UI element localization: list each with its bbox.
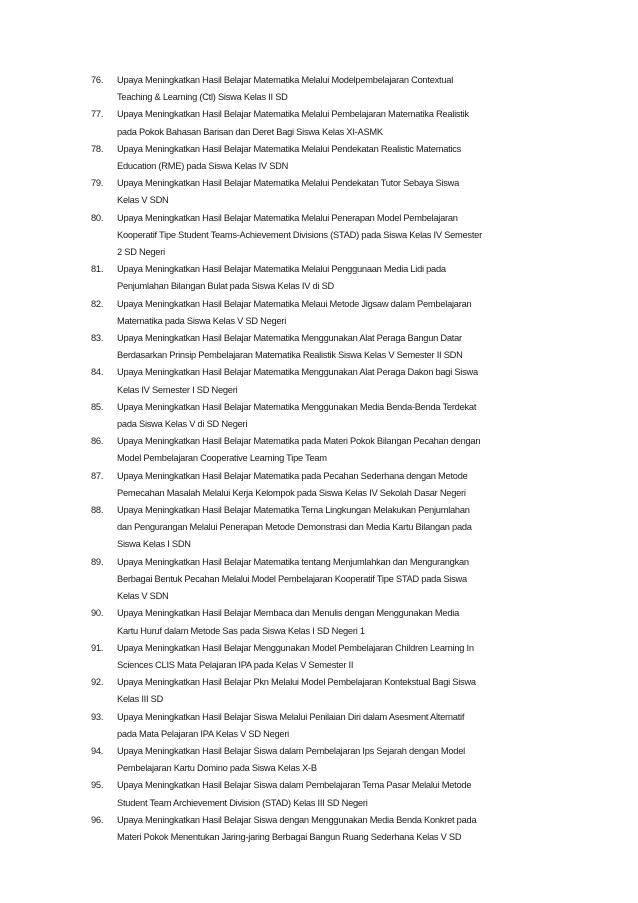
item-title-line: Upaya Meningkatkan Hasil Belajar Matematika Melalui Penggunaan Media Lidi pada	[117, 264, 446, 275]
item-title-line: Berbagai Bentuk Pecahan Melalui Model Pembelajaran Kooperatif Tipe STAD pada Siswa	[117, 573, 467, 584]
list-item	[91, 72, 563, 106]
item-title	[117, 674, 563, 708]
list-item	[91, 674, 563, 708]
item-title-line: Kelas IV Semester I SD Negeri	[117, 384, 238, 395]
list-item	[91, 743, 563, 777]
item-number: 96.	[91, 814, 104, 825]
list-item	[91, 640, 563, 674]
list-item	[91, 777, 563, 811]
list-item	[91, 364, 563, 398]
item-title-line: Upaya Meningkatkan Hasil Belajar Matematika Tema Lingkungan Melakukan Penjumlahan	[117, 505, 470, 516]
item-title-line: Kelas V SDN	[117, 591, 169, 602]
item-number: 83.	[91, 333, 104, 344]
item-title-line: Upaya Meningkatkan Hasil Belajar Membaca dan Menulis dengan Menggunakan Media	[117, 608, 459, 619]
item-title	[117, 433, 563, 467]
item-title-line: Teaching & Learning (Ctl) Siswa Kelas II SD	[117, 92, 288, 103]
item-title-line: Kelas V SDN	[117, 195, 169, 206]
item-title-line: Upaya Meningkatkan Hasil Belajar Matematika Melaui Metode Jigsaw dalam Pembelajaran	[117, 298, 472, 309]
item-title	[117, 141, 563, 175]
item-number: 85.	[91, 401, 104, 412]
item-number: 93.	[91, 711, 104, 722]
item-title-line: Upaya Meningkatkan Hasil Belajar Matematika Menggunakan Alat Peraga Bangun Datar	[117, 333, 462, 344]
item-title	[117, 210, 563, 262]
item-title-line: pada Pokok Bahasan Barisan dan Deret Bagi Siswa Kelas XI-ASMK	[117, 126, 383, 137]
item-title-line: Upaya Meningkatkan Hasil Belajar Siswa dengan Menggunakan Media Benda Konkret pada	[117, 814, 477, 825]
item-title	[117, 296, 563, 330]
item-title-line: Upaya Meningkatkan Hasil Belajar Matematika Menggunakan Alat Peraga Dakon bagi Siswa	[117, 367, 478, 378]
item-title-line: Model Pembelajaran Cooperative Learning Tipe Team	[117, 453, 327, 464]
item-number: 79.	[91, 178, 104, 189]
item-title-line: Upaya Meningkatkan Hasil Belajar Matematika Melalui Modelpembelajaran Contextual	[117, 75, 454, 85]
list-item	[91, 433, 563, 467]
list-item	[91, 812, 563, 846]
item-title-line: Upaya Meningkatkan Hasil Belajar Matematika Melalui Pendekatan Tutor Sebaya Siswa	[117, 178, 460, 189]
item-title-line: Kooperatif Tipe Student Teams-Achievement Divisions (STAD) pada Siswa Kelas IV Semester	[117, 229, 482, 240]
item-number: 82.	[91, 298, 104, 309]
item-title	[117, 261, 563, 295]
item-title-line: Upaya Meningkatkan Hasil Belajar Matematika pada Materi Pokok Bilangan Pecahan dengan	[117, 436, 481, 447]
item-title	[117, 554, 563, 606]
item-title-line: Upaya Meningkatkan Hasil Belajar Siswa dalam Pembelajaran Tema Pasar Melalui Metode	[117, 780, 472, 791]
item-title-line: Penjumlahan Bilangan Bulat pada Siswa Kelas IV di SD	[117, 281, 334, 292]
item-title-line: Berdasarkan Prinsip Pembelajaran Matematika Realistik Siswa Kelas V Semester II SDN	[117, 350, 463, 361]
item-number: 92.	[91, 677, 104, 688]
item-title-line: Pemecahan Masalah Melalui Kerja Kelompok pada Siswa Kelas IV Sekolah Dasar Negeri	[117, 487, 466, 498]
item-number: 95.	[91, 780, 104, 791]
item-title	[117, 640, 563, 674]
list-item	[91, 709, 563, 743]
item-title-line: Education (RME) pada Siswa Kelas IV SDN	[117, 161, 289, 172]
list-item	[91, 468, 563, 502]
item-number: 78.	[91, 143, 104, 154]
item-number: 77.	[91, 109, 104, 120]
item-title-line: Student Team Archievement Division (STAD) Kelas III SD Negeri	[117, 797, 368, 808]
item-title	[117, 812, 563, 846]
list-item	[91, 106, 563, 140]
item-title-line: dan Pengurangan Melalui Penerapan Metode Demonstrasi dan Media Kartu Bilangan pada	[117, 522, 472, 533]
list-item	[91, 210, 563, 262]
list-item	[91, 605, 563, 639]
item-number: 91.	[91, 642, 104, 653]
item-title-line: Upaya Meningkatkan Hasil Belajar Matematika Melalui Pembelajaran Matematika Realistik	[117, 109, 469, 120]
item-title	[117, 72, 563, 106]
item-number: 84.	[91, 367, 104, 378]
item-title-line: Upaya Meningkatkan Hasil Belajar Matematika Melalui Penerapan Model Pembelajaran	[117, 212, 458, 223]
item-number: 89.	[91, 556, 104, 567]
item-title	[117, 777, 563, 811]
item-title-line: Upaya Meningkatkan Hasil Belajar Pkn Melalui Model Pembelajaran Kontekstual Bagi Siswa	[117, 677, 476, 688]
item-title-line: Pembelajaran Kartu Domino pada Siswa Kelas X-B	[117, 763, 317, 774]
list-item	[91, 502, 563, 554]
item-number: 90.	[91, 608, 104, 619]
item-number: 87.	[91, 470, 104, 481]
reference-list	[91, 72, 563, 846]
item-title	[117, 468, 563, 502]
item-number: 88.	[91, 505, 104, 516]
item-number: 81.	[91, 264, 104, 275]
item-title-line: Siswa Kelas I SDN	[117, 539, 191, 550]
item-title	[117, 743, 563, 777]
item-title-line: Upaya Meningkatkan Hasil Belajar Matematika tentang Menjumlahkan dan Mengurangkan	[117, 556, 469, 567]
item-title-line: Matematika pada Siswa Kelas V SD Negeri	[117, 315, 287, 326]
list-item	[91, 296, 563, 330]
list-item	[91, 141, 563, 175]
item-title-line: Upaya Meningkatkan Hasil Belajar Matematika Menggunakan Media Benda-Benda Terdekat	[117, 401, 477, 412]
item-title	[117, 605, 563, 639]
item-title	[117, 502, 563, 554]
list-item	[91, 261, 563, 295]
item-title	[117, 709, 563, 743]
list-item	[91, 330, 563, 364]
item-title-line: pada Mata Pelajaran IPA Kelas V SD Negeri	[117, 728, 290, 739]
item-number: 80.	[91, 212, 104, 223]
item-title-line: pada Siswa Kelas V di SD Negeri	[117, 419, 248, 430]
item-number: 86.	[91, 436, 104, 447]
item-title-line: 2 SD Negeri	[117, 247, 165, 258]
item-title	[117, 330, 563, 364]
item-title	[117, 364, 563, 398]
item-title-line: Kelas III SD	[117, 694, 164, 705]
item-title	[117, 175, 563, 209]
item-title-line: Upaya Meningkatkan Hasil Belajar Matematika pada Pecahan Sederhana dengan Metode	[117, 470, 468, 481]
item-title-line: Upaya Meningkatkan Hasil Belajar Siswa dalam Pembelajaran Ips Sejarah dengan Model	[117, 745, 465, 756]
item-title-line: Upaya Meningkatkan Hasil Belajar Matematika Melalui Pendekatan Realistic Matematics	[117, 143, 462, 154]
item-number: 76.	[91, 75, 104, 85]
item-title-line: Upaya Meningkatkan Hasil Belajar Menggunakan Model Pembelajaran Children Learning In	[117, 642, 474, 653]
list-item	[91, 399, 563, 433]
item-title	[117, 399, 563, 433]
item-title-line: Upaya Meningkatkan Hasil Belajar Siswa Melalui Penilaian Diri dalam Asesment Alternatif	[117, 711, 465, 722]
item-title-line: Sciences CLIS Mata Pelajaran IPA pada Kelas V Semester II	[117, 659, 354, 670]
list-item	[91, 175, 563, 209]
list-item	[91, 554, 563, 606]
item-number: 94.	[91, 745, 104, 756]
item-title-line: Kartu Huruf dalam Metode Sas pada Siswa Kelas I SD Negeri 1	[117, 625, 365, 636]
item-title-line: Materi Pokok Menentukan Jaring-jaring Berbagai Bangun Ruang Sederhana Kelas V SD	[117, 831, 462, 842]
item-title	[117, 106, 563, 140]
